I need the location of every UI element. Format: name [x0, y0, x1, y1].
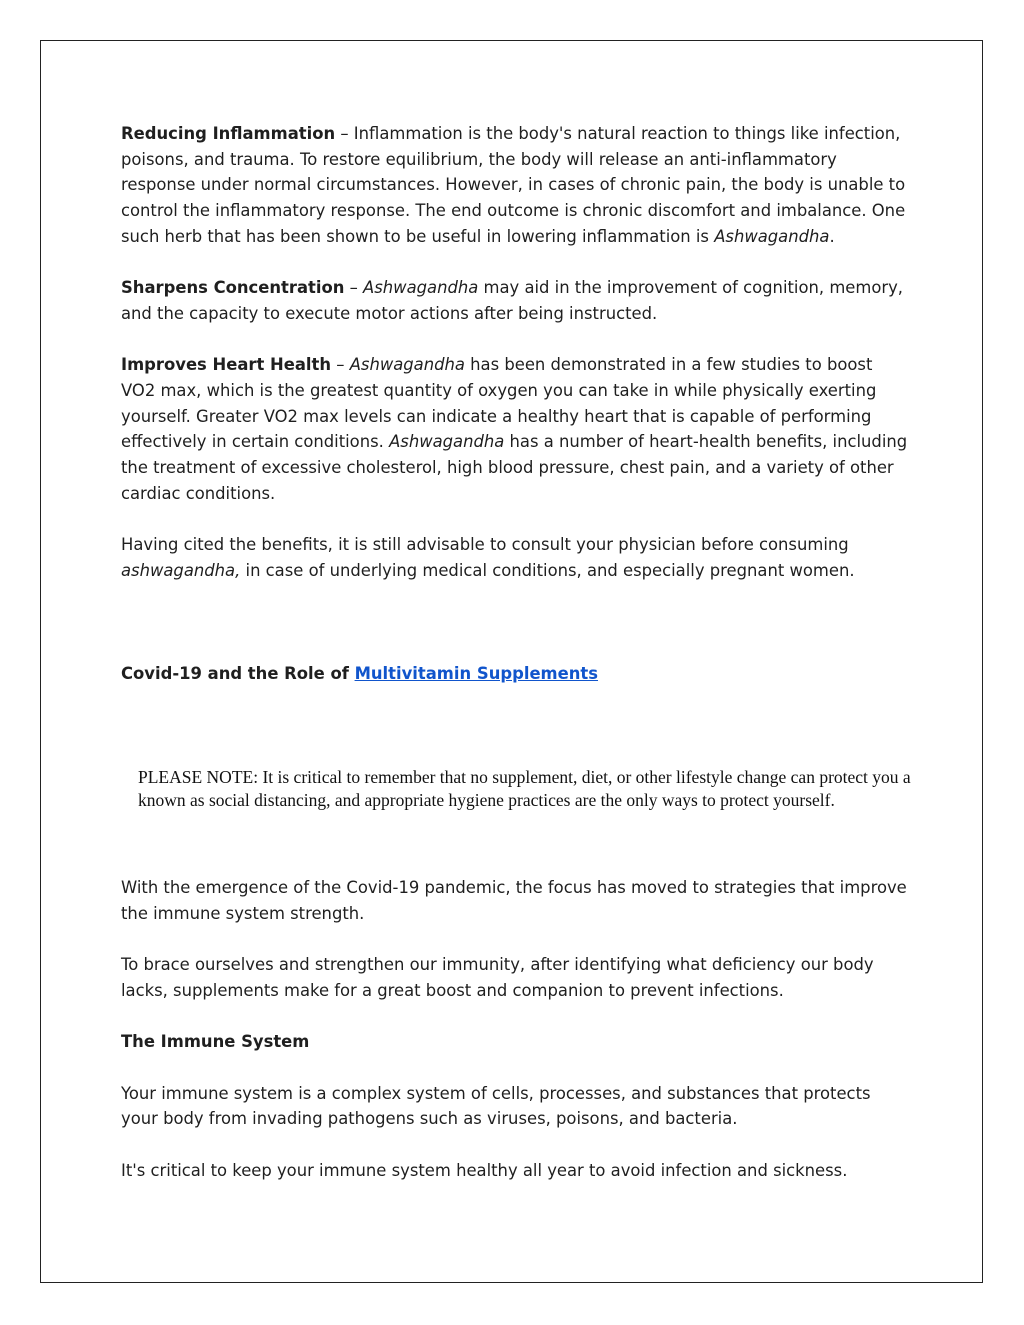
- herb-name: Ashwagandha: [363, 278, 479, 298]
- covid-heading-prefix: Covid-19 and the Role of: [121, 663, 355, 683]
- herb-name: ashwagandha,: [121, 560, 241, 580]
- paragraph-sharpens-concentration: [121, 275, 911, 326]
- herb-name: Ashwagandha: [714, 226, 830, 246]
- advice-text-1: Having cited the benefits, it is still advisable to consult your physician before consuming: [121, 535, 849, 555]
- heart-text-1: has been demonstrated in a few studies to boost VO2 max, which is the greatest quantity of oxygen you can take in while physically exerting yourself. Greater VO2 max levels can indicate a healthy heart that is capable of performing effectively in certain conditions.: [121, 355, 877, 452]
- advice-text-2: in case of underlying medical conditions, and especially pregnant women.: [240, 560, 855, 580]
- heading-improves-heart-health: Improves Heart Health: [121, 355, 332, 375]
- paragraph-immune-system: Your immune system is a complex system of cells, processes, and substances that protects your body from invading pathogens such as viruses, poisons, and bacteria.: [121, 1083, 871, 1129]
- inflammation-text: Inflammation is the body's natural reaction to things like infection, poisons, and trauma. To restore equilibrium, the body will release an anti-inflammatory response under normal circumstances. However, in cases of chronic pain, the body is unable to control the inflammatory response. The end outcome is chronic discomfort and imbalance. One such herb that has been shown to be useful in lowering inflammation is: [121, 124, 906, 246]
- heading-immune-system: The Immune System: [121, 1032, 310, 1052]
- paragraph-brace: To brace ourselves and strengthen our immunity, after identifying what deficiency our body lacks, supplements make for a great boost and companion to prevent infections.: [121, 955, 874, 1000]
- dash: –: [335, 124, 354, 143]
- heading-sharpens-concentration: Sharpens Concentration: [121, 278, 345, 298]
- main-content: [121, 121, 911, 686]
- heart-text-2: has a number of heart-health benefits, including the treatment of excessive cholesterol, high blood pressure, chest pain, and a variety of other cardiac conditions.: [121, 432, 908, 503]
- dash: –: [331, 355, 350, 375]
- dash: –: [344, 278, 364, 298]
- heading-covid-multivitamin: [121, 661, 911, 687]
- concentration-text: may aid in the improvement of cognition, memory, and the capacity to execute motor actions after being instructed.: [121, 278, 904, 323]
- paragraph-heart-health: [121, 352, 911, 506]
- heading-reducing-inflammation: Reducing Inflammation: [121, 124, 336, 143]
- herb-name: Ashwagandha: [349, 355, 465, 375]
- paragraph-critical: It's critical to keep your immune system healthy all year to avoid infection and sickness.: [121, 1160, 848, 1180]
- covid-content: [121, 875, 911, 1183]
- paragraph-advice: [121, 532, 911, 583]
- note-line-1: PLEASE NOTE: It is critical to remember that no supplement, diet, or other lifestyle change can protect you a: [138, 767, 911, 787]
- multivitamin-supplements-link[interactable]: Multivitamin Supplements: [354, 663, 599, 683]
- paragraph-reducing-inflammation: [121, 121, 911, 250]
- herb-name: Ashwagandha: [389, 432, 505, 452]
- period: .: [829, 226, 835, 246]
- please-note-box: [138, 766, 1024, 812]
- note-line-2: known as social distancing, and appropriate hygiene practices are the only ways to protect yourself.: [138, 790, 835, 810]
- paragraph-emergence: With the emergence of the Covid-19 pandemic, the focus has moved to strategies that improve the immune system strength.: [121, 878, 907, 923]
